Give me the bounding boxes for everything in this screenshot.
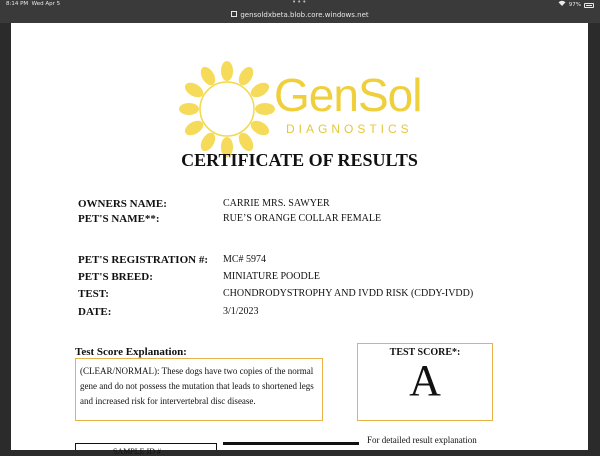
test-value: CHONDRODYSTROPHY AND IVDD RISK (CDDY-IVDD) bbox=[223, 288, 474, 299]
certificate-title: CERTIFICATE OF RESULTS bbox=[181, 150, 418, 170]
registration-value: MC# 5974 bbox=[223, 254, 267, 265]
test-score-heading: TEST SCORE*: bbox=[389, 347, 461, 358]
owner-name-label: OWNERS NAME: bbox=[78, 198, 167, 210]
multitask-dots[interactable]: ••• bbox=[292, 0, 308, 6]
pet-name-value: RUE’S ORANGE COLLAR FEMALE bbox=[223, 213, 382, 224]
certificate-page bbox=[11, 23, 588, 456]
date-value: 3/1/2023 bbox=[223, 306, 259, 317]
test-score-box bbox=[357, 343, 493, 421]
battery-percent: 97% bbox=[568, 1, 581, 8]
explanation-line: gene and do not possess the mutation that leads to shortened legs bbox=[80, 381, 314, 391]
breed-value: MINIATURE POODLE bbox=[223, 271, 320, 282]
test-label: TEST: bbox=[78, 288, 109, 300]
address-bar[interactable] bbox=[0, 9, 600, 23]
logo-subtitle: DIAGNOSTICS bbox=[286, 122, 413, 136]
explanation-line: and increased risk for intervertebral disc disease. bbox=[80, 396, 256, 406]
gensol-logo bbox=[179, 59, 439, 159]
registration-label: PET'S REGISTRATION #: bbox=[78, 254, 208, 266]
sample-id-label: SAMPLE ID # bbox=[113, 447, 162, 456]
test-score-value: A bbox=[409, 356, 441, 405]
explanation-line: (CLEAR/NORMAL): These dogs have two copies of the normal bbox=[80, 366, 314, 376]
owner-name-value: CARRIE MRS. SAWYER bbox=[223, 198, 330, 209]
divider bbox=[223, 442, 359, 445]
logo-wordmark: GenSol bbox=[274, 69, 422, 121]
explanation-heading: Test Score Explanation: bbox=[75, 346, 187, 358]
detailed-explanation-text: For detailed result explanation bbox=[367, 435, 477, 445]
status-bar bbox=[0, 0, 600, 9]
dna-circle-icon bbox=[179, 61, 275, 157]
url-text: gensoldxbeta.blob.core.windows.net bbox=[240, 11, 369, 19]
pet-name-label: PET'S NAME**: bbox=[78, 213, 160, 225]
lock-icon bbox=[231, 11, 237, 17]
date-label: DATE: bbox=[78, 306, 112, 318]
status-time-date: 8:14 PM Wed Apr 5 bbox=[6, 1, 61, 7]
breed-label: PET'S BREED: bbox=[78, 271, 153, 283]
explanation-box bbox=[75, 358, 323, 421]
battery-icon bbox=[584, 3, 594, 8]
